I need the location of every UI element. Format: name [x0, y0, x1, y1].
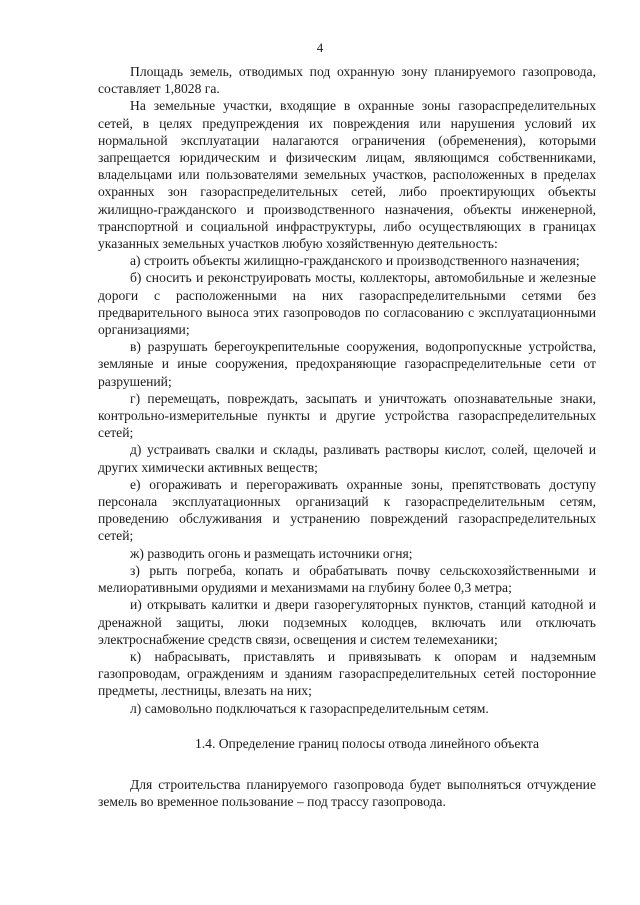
paragraph-allotment: Для строительства планируемого газопровода будет выполняться отчуждение земель во временное пользование – под трассу газопровода. [98, 776, 596, 810]
list-item-z: з) рыть погреба, копать и обрабатывать почву сельскохозяйственными и мелиоративными орудиями и механизмами на глубину более 0,3 метра; [98, 562, 596, 596]
list-item-l: л) самовольно подключаться к газораспределительным сетям. [130, 700, 489, 716]
list-item-v: в) разрушать берегоукрепительные сооружения, водопропускные устройства, земляные и иные сооружения, предохраняющие газораспределительные сети от разрушений; [98, 339, 596, 389]
list-item-d: д) устраивать свалки и склады, разливать растворы кислот, солей, щелочей и других химически активных веществ; [98, 442, 596, 475]
list-item-g: г) перемещать, повреждать, засыпать и уничтожать опознавательные знаки, контрольно-измерительные пункты и другие устройства газораспределительных сетей; [98, 390, 596, 441]
paragraph-protected-area: Площадь земель, отводимых под охранную зону планируемого газопровода, составляет 1,8028 га. [98, 64, 596, 97]
list-item-i: и) открывать калитки и двери газорегуляторных пунктов, станций катодной и дренажной защиты, люки подземных колодцев, включать или отключать электроснабжение средств связи, освещения и систем телемеханики; [98, 597, 596, 647]
section-heading: 1.4. Определение границ полосы отвода линейного объекта [194, 735, 540, 751]
list-item-a: а) строить объекты жилищно-гражданского и производственного назначения; [130, 253, 580, 269]
document-body [98, 63, 596, 810]
list-item-b: б) сносить и реконструировать мосты, коллекторы, автомобильные и железные дороги с расположенными на них газораспределительными сетями без предварительного выноса этих газопроводов по согласованию с эксплуатационными организациями; [98, 270, 596, 338]
list-item-k: к) набрасывать, приставлять и привязывать к опорам и надземным газопроводам, ограждениям и зданиям газораспределительных сетей посторонние предметы, лестницы, влезать на них; [98, 648, 596, 699]
list-item-zh: ж) разводить огонь и размещать источники огня; [130, 545, 413, 561]
paragraph-restrictions-intro: На земельные участки, входящие в охранные зоны газораспределительных сетей, в целях предупреждения их повреждения или нарушения условий их нормальной эксплуатации налагаются ограничения (обременения), которыми запрещается юридическим и физическим лицам, являющимся собственниками, владельцами или пользователями земельных участков, расположенных в пределах охранных зон газораспределительных сетей, либо проектирующих объекты жилищно-гражданского и производственного назначения, объекты инженерной, транспортной и социальной инфраструктуры, либо осуществляющих в границах указанных земельных участков любую хозяйственную деятельность: [98, 98, 596, 252]
list-item-e: е) огораживать и перегораживать охранные зоны, препятствовать доступу персонала эксплуатационных организаций к газораспределительным сетям, проведению обслуживания и устранению повреждений газораспределительных сетей; [98, 476, 596, 544]
page-number: 4 [316, 40, 324, 55]
